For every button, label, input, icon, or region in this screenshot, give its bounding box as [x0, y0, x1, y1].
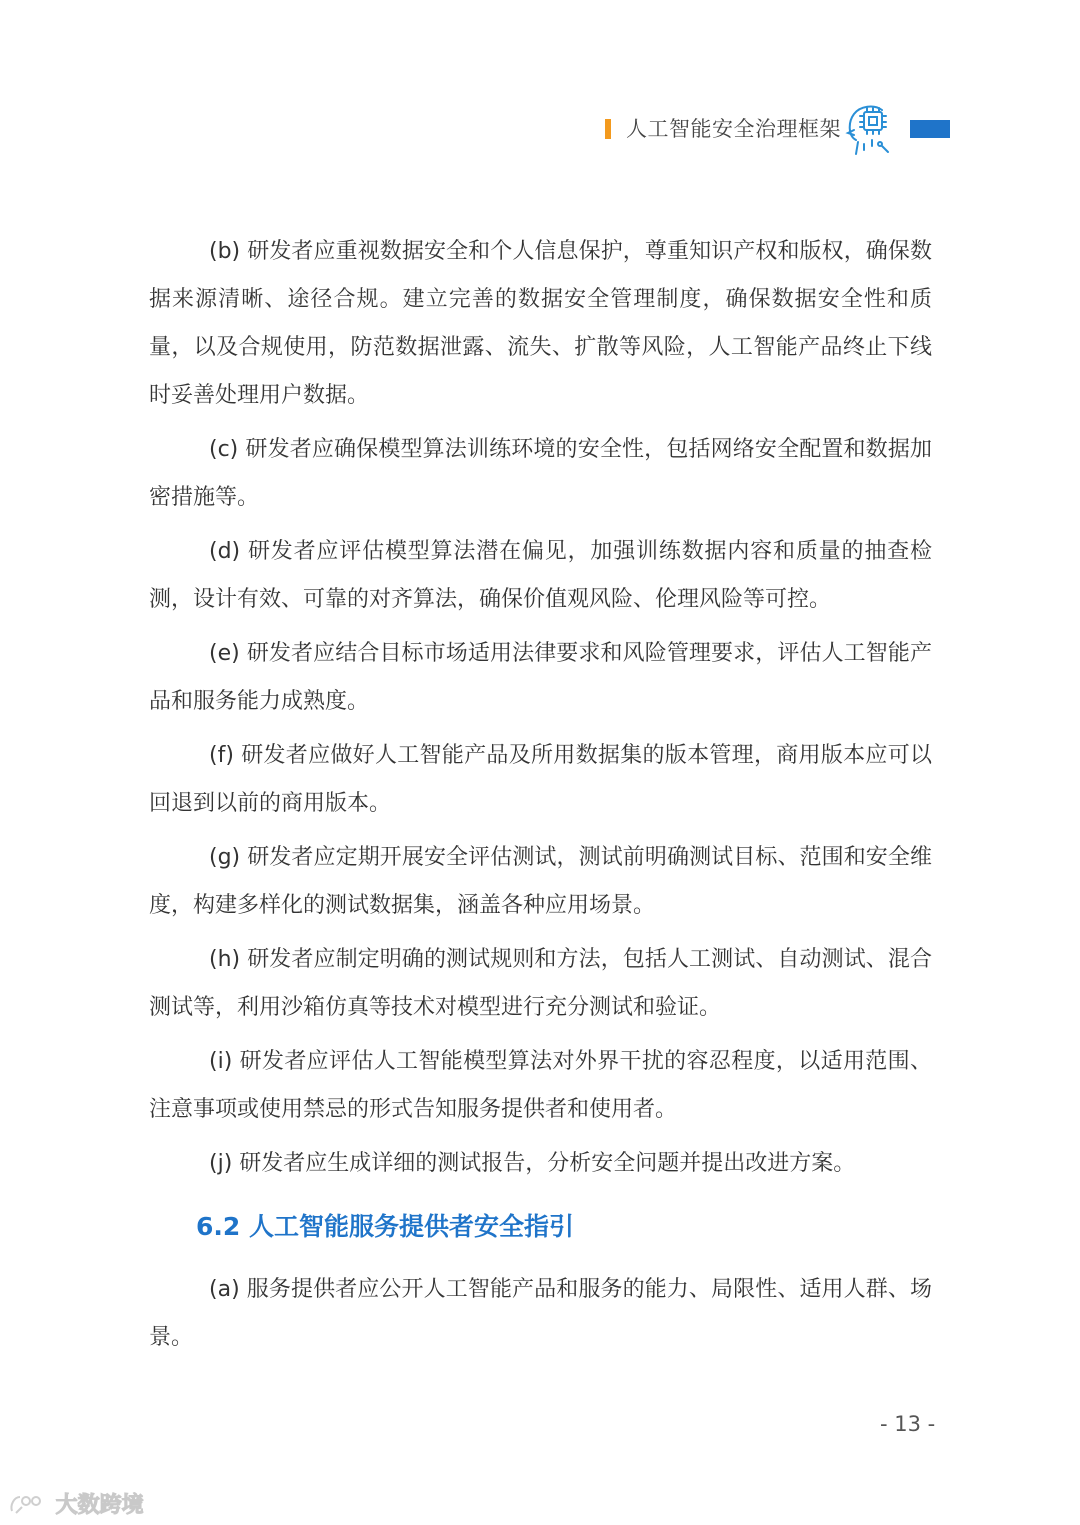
- header-accent-bar: [605, 119, 611, 139]
- watermark-logo-icon: [8, 1491, 48, 1517]
- item-text: 研发者应制定明确的测试规则和方法，包括人工测试、自动测试、混合测试等，利用沙箱仿真等技术对模型进行充分测试和验证。: [149, 947, 932, 1020]
- item-label: (d): [209, 539, 241, 564]
- paragraph-j: [149, 1140, 932, 1188]
- page-number: - 13 -: [880, 1412, 936, 1436]
- item-label: (b): [209, 239, 241, 264]
- page-header: [0, 100, 1080, 160]
- item-text: 研发者应确保模型算法训练环境的安全性，包括网络安全配置和数据加密措施等。: [149, 437, 932, 510]
- paragraph-b: [149, 228, 932, 420]
- item-label: (g): [209, 845, 241, 870]
- item-text: 研发者应生成详细的测试报告，分析安全问题并提出改进方案。: [239, 1151, 856, 1176]
- body-content: [149, 228, 932, 1368]
- paragraph-i: [149, 1038, 932, 1134]
- item-label: (i): [209, 1049, 233, 1074]
- item-label: (a): [209, 1277, 240, 1302]
- section-heading: 6.2 人工智能服务提供者安全指引: [196, 1212, 574, 1241]
- item-text: 研发者应评估模型算法潜在偏见，加强训练数据内容和质量的抽查检测，设计有效、可靠的对齐算法，确保价值观风险、伦理风险等可控。: [149, 539, 932, 612]
- paragraph-f: [149, 732, 932, 828]
- header-color-block: [910, 120, 950, 138]
- item-text: 研发者应做好人工智能产品及所用数据集的版本管理，商用版本应可以回退到以前的商用版本。: [149, 743, 932, 816]
- paragraph-d: [149, 528, 932, 624]
- paragraph-e: [149, 630, 932, 726]
- item-text: 研发者应重视数据安全和个人信息保护，尊重知识产权和版权，确保数据来源清晰、途径合规。建立完善的数据安全管理制度，确保数据安全性和质量，以及合规使用，防范数据泄露、流失、扩散等风险，人工智能产品终止下线时妥善处理用户数据。: [149, 239, 932, 408]
- paragraph-a: [149, 1266, 932, 1362]
- item-label: (e): [209, 641, 240, 666]
- header-title: 人工智能安全治理框架: [626, 117, 841, 141]
- paragraph-g: [149, 834, 932, 930]
- paragraph-c: [149, 426, 932, 522]
- ai-head-chip-icon: [842, 100, 900, 158]
- item-label: (c): [209, 437, 239, 462]
- item-label: (h): [209, 947, 241, 972]
- item-label: (f): [209, 743, 234, 768]
- item-text: 服务提供者应公开人工智能产品和服务的能力、局限性、适用人群、场景。: [149, 1277, 932, 1350]
- watermark-text: 大数跨境: [55, 1493, 144, 1518]
- item-text: 研发者应定期开展安全评估测试，测试前明确测试目标、范围和安全维度，构建多样化的测试数据集，涵盖各种应用场景。: [149, 845, 932, 918]
- item-label: (j): [209, 1151, 233, 1176]
- item-text: 研发者应评估人工智能模型算法对外界干扰的容忍程度，以适用范围、注意事项或使用禁忌的形式告知服务提供者和使用者。: [149, 1049, 932, 1122]
- item-text: 研发者应结合目标市场适用法律要求和风险管理要求，评估人工智能产品和服务能力成熟度。: [149, 641, 932, 714]
- watermark: [8, 1488, 144, 1518]
- paragraph-h: [149, 936, 932, 1032]
